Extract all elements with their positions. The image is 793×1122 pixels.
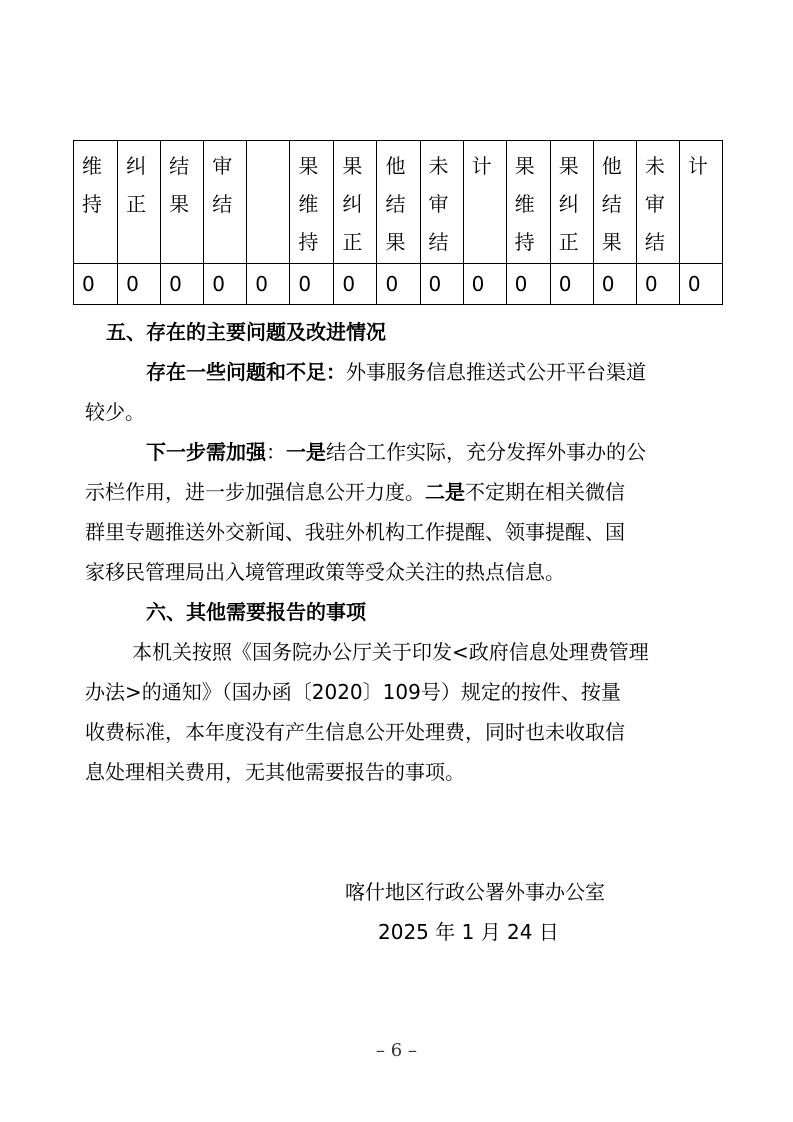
table-header-cell: 果纠正 [334,141,377,264]
section-six-line: 收费标准，本年度没有产生信息公开处理费，同时也未收取信 [85,720,625,744]
first-point-continued: 示栏作用，进一步加强信息公开力度。二是不定期在相关微信 [85,480,625,504]
table-header-row [74,141,723,264]
table-cell: 0 [420,264,463,305]
problems-text-continued: 较少。 [85,400,145,424]
second-point-label: 二是 [425,480,465,504]
first-point-label: 一是 [286,440,326,464]
problems-label: 存在一些问题和不足： [146,360,346,384]
section-six-heading: 六、其他需要报告的事项 [146,600,366,624]
problems-text: 外事服务信息推送式公开平台渠道 [346,360,646,384]
table-header-cell [247,141,290,264]
next-steps-paragraph [106,432,696,472]
table-cell: 0 [506,264,550,305]
table-header-cell: 未审结 [420,141,463,264]
table-header-cell: 未审结 [636,141,679,264]
table-header-cell: 果维持 [506,141,550,264]
next-steps-colon: ： [266,440,286,464]
section-six-line: 办法>的通知》（国办函〔2020〕109号）规定的按件、按量 [85,680,621,704]
second-point-continued: 群里专题推送外交新闻、我驻外机构工作提醒、领事提醒、国 [85,520,625,544]
table-cell: 0 [593,264,636,305]
table-header-cell: 结果 [161,141,204,264]
next-steps-label: 下一步需加强 [146,440,266,464]
table-header-cell: 果纠正 [550,141,593,264]
table-header-cell: 计 [463,141,506,264]
table-cell: 0 [118,264,161,305]
table-header-cell: 他结果 [593,141,636,264]
table-cell: 0 [74,264,118,305]
page-number: – 6 – [376,1040,417,1061]
table-cell: 0 [463,264,506,305]
section-five-heading: 五、存在的主要问题及改进情况 [106,320,386,344]
section-six-paragraph: 本机关按照《国务院办公厅关于印发<政府信息处理费管理 [132,640,649,664]
table-cell: 0 [550,264,593,305]
second-point-text: 不定期在相关微信 [465,480,625,504]
table-header-cell: 他结果 [377,141,420,264]
section-six-line: 息处理相关费用，无其他需要报告的事项。 [85,760,465,784]
table-header-cell: 审结 [204,141,247,264]
document-body [85,312,696,792]
table-header-cell: 维持 [74,141,118,264]
issue-date: 2025 年 1 月 24 日 [378,920,559,944]
table-cell: 0 [679,264,722,305]
table-cell: 0 [290,264,334,305]
table-cell: 0 [636,264,679,305]
table-row [74,264,723,305]
table-cell: 0 [377,264,420,305]
table-cell: 0 [334,264,377,305]
first-point-text: 结合工作实际，充分发挥外事办的公 [326,440,646,464]
second-point-end: 家移民管理局出入境管理政策等受众关注的热点信息。 [85,560,565,584]
statistics-table [73,140,723,305]
table-cell: 0 [247,264,290,305]
problems-paragraph [106,352,696,392]
table-header-cell: 计 [679,141,722,264]
table-cell: 0 [204,264,247,305]
table-cell: 0 [161,264,204,305]
table-header-cell: 纠正 [118,141,161,264]
table-header-cell: 果维持 [290,141,334,264]
issuing-organization: 喀什地区行政公署外事办公室 [345,880,605,904]
